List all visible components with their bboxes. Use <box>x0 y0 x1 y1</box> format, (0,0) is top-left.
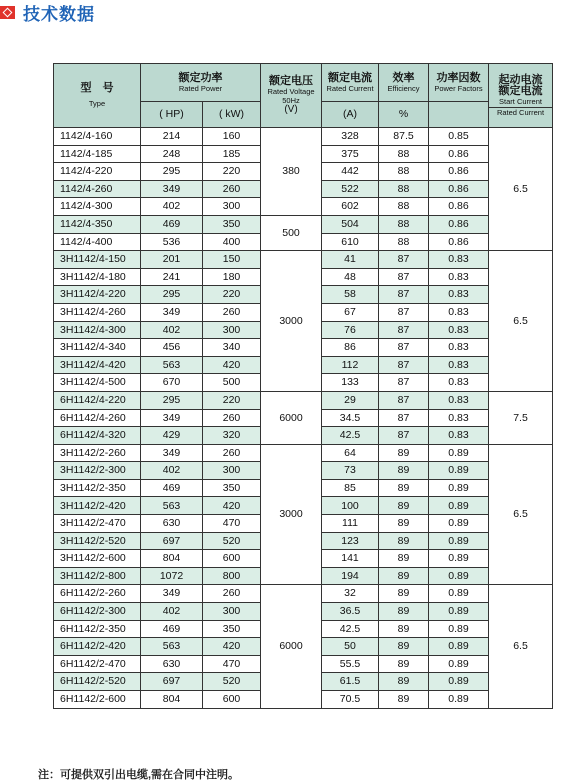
cell-efficiency: 89 <box>379 620 429 638</box>
cell-type: 1142/4-220 <box>54 163 141 181</box>
cell-type: 3H1142/4-220 <box>54 286 141 304</box>
cell-current: 67 <box>322 303 379 321</box>
cell-efficiency: 87.5 <box>379 128 429 146</box>
cell-type: 1142/4-300 <box>54 198 141 216</box>
page-title: 技术数据 <box>23 4 95 24</box>
cell-current: 112 <box>322 356 379 374</box>
cell-current: 442 <box>322 163 379 181</box>
header-start-current-ratio: 起动电流 额定电流 Start Current Rated Current <box>489 64 553 128</box>
cell-efficiency: 88 <box>379 145 429 163</box>
cell-kw: 470 <box>203 655 261 673</box>
cell-current: 73 <box>322 462 379 480</box>
cell-efficiency: 89 <box>379 479 429 497</box>
cell-kw: 300 <box>203 462 261 480</box>
page-header <box>0 0 95 24</box>
cell-type: 3H1142/2-520 <box>54 532 141 550</box>
cell-kw: 260 <box>203 180 261 198</box>
cell-kw: 340 <box>203 339 261 357</box>
cell-efficiency: 89 <box>379 462 429 480</box>
cell-hp: 429 <box>141 427 203 445</box>
table-row <box>54 444 553 462</box>
cell-hp: 630 <box>141 515 203 533</box>
cell-hp: 295 <box>141 286 203 304</box>
cell-power-factor: 0.89 <box>429 567 489 585</box>
cell-power-factor: 0.89 <box>429 515 489 533</box>
cell-hp: 630 <box>141 655 203 673</box>
cell-kw: 220 <box>203 391 261 409</box>
cell-type: 1142/4-185 <box>54 145 141 163</box>
cell-kw: 520 <box>203 532 261 550</box>
cell-type: 6H1142/4-260 <box>54 409 141 427</box>
cell-hp: 456 <box>141 339 203 357</box>
table-row <box>54 215 553 233</box>
cell-hp: 469 <box>141 479 203 497</box>
cell-efficiency: 87 <box>379 251 429 269</box>
cell-efficiency: 89 <box>379 585 429 603</box>
cell-hp: 697 <box>141 673 203 691</box>
cell-type: 3H1142/4-420 <box>54 356 141 374</box>
table-row <box>54 251 553 269</box>
cell-type: 1142/4-260 <box>54 180 141 198</box>
cell-efficiency: 89 <box>379 515 429 533</box>
cell-type: 6H1142/2-420 <box>54 638 141 656</box>
cell-start-ratio: 6.5 <box>489 585 553 708</box>
technical-data-table <box>53 63 553 709</box>
cell-current: 610 <box>322 233 379 251</box>
cell-power-factor: 0.86 <box>429 233 489 251</box>
header-rated-current: 额定电流 Rated Current <box>322 64 379 102</box>
cell-hp: 349 <box>141 444 203 462</box>
cell-efficiency: 87 <box>379 321 429 339</box>
cell-type: 3H1142/4-500 <box>54 374 141 392</box>
cell-current: 41 <box>322 251 379 269</box>
cell-power-factor: 0.89 <box>429 655 489 673</box>
cell-voltage: 6000 <box>261 585 322 708</box>
header-rated-power: 额定功率 Rated Power <box>141 64 261 102</box>
cell-kw: 350 <box>203 215 261 233</box>
cell-current: 76 <box>322 321 379 339</box>
section-marker-icon <box>0 6 15 19</box>
cell-hp: 349 <box>141 303 203 321</box>
cell-power-factor: 0.83 <box>429 321 489 339</box>
cell-kw: 350 <box>203 620 261 638</box>
cell-kw: 260 <box>203 409 261 427</box>
cell-hp: 349 <box>141 180 203 198</box>
cell-voltage: 380 <box>261 128 322 216</box>
cell-type: 3H1142/4-180 <box>54 268 141 286</box>
cell-efficiency: 88 <box>379 163 429 181</box>
cell-hp: 804 <box>141 550 203 568</box>
cell-efficiency: 87 <box>379 339 429 357</box>
cell-power-factor: 0.89 <box>429 620 489 638</box>
cell-kw: 420 <box>203 638 261 656</box>
cell-efficiency: 89 <box>379 603 429 621</box>
cell-hp: 563 <box>141 638 203 656</box>
cell-start-ratio: 6.5 <box>489 444 553 585</box>
cell-current: 375 <box>322 145 379 163</box>
cell-current: 58 <box>322 286 379 304</box>
cell-efficiency: 87 <box>379 374 429 392</box>
header-current-unit: (A) <box>322 102 379 128</box>
cell-hp: 402 <box>141 462 203 480</box>
cell-kw: 260 <box>203 444 261 462</box>
header-type: 型 号 Type <box>54 64 141 128</box>
cell-efficiency: 89 <box>379 691 429 709</box>
cell-current: 32 <box>322 585 379 603</box>
cell-power-factor: 0.86 <box>429 198 489 216</box>
cell-current: 522 <box>322 180 379 198</box>
cell-current: 48 <box>322 268 379 286</box>
cell-type: 3H1142/4-300 <box>54 321 141 339</box>
cell-kw: 800 <box>203 567 261 585</box>
cell-kw: 400 <box>203 233 261 251</box>
cell-current: 194 <box>322 567 379 585</box>
cell-kw: 220 <box>203 286 261 304</box>
cell-kw: 160 <box>203 128 261 146</box>
cell-power-factor: 0.86 <box>429 215 489 233</box>
cell-efficiency: 89 <box>379 550 429 568</box>
cell-hp: 536 <box>141 233 203 251</box>
cell-hp: 201 <box>141 251 203 269</box>
cell-efficiency: 88 <box>379 215 429 233</box>
cell-hp: 469 <box>141 620 203 638</box>
cell-current: 34.5 <box>322 409 379 427</box>
header-rated-voltage: 额定电压 Rated Voltage 50Hz (V) <box>261 64 322 128</box>
cell-kw: 320 <box>203 427 261 445</box>
cell-kw: 600 <box>203 550 261 568</box>
cell-power-factor: 0.83 <box>429 339 489 357</box>
cell-efficiency: 87 <box>379 303 429 321</box>
cell-current: 141 <box>322 550 379 568</box>
cell-type: 3H1142/2-600 <box>54 550 141 568</box>
cell-current: 100 <box>322 497 379 515</box>
cell-efficiency: 87 <box>379 409 429 427</box>
cell-type: 6H1142/2-350 <box>54 620 141 638</box>
cell-efficiency: 89 <box>379 532 429 550</box>
cell-hp: 295 <box>141 163 203 181</box>
cell-kw: 420 <box>203 497 261 515</box>
cell-hp: 349 <box>141 585 203 603</box>
cell-power-factor: 0.83 <box>429 374 489 392</box>
cell-hp: 214 <box>141 128 203 146</box>
cell-efficiency: 88 <box>379 180 429 198</box>
cell-efficiency: 89 <box>379 567 429 585</box>
cell-type: 6H1142/2-470 <box>54 655 141 673</box>
cell-kw: 180 <box>203 268 261 286</box>
cell-power-factor: 0.85 <box>429 128 489 146</box>
cell-kw: 520 <box>203 673 261 691</box>
cell-start-ratio: 6.5 <box>489 251 553 392</box>
cell-type: 1142/4-400 <box>54 233 141 251</box>
header-hp-unit: ( HP) <box>141 102 203 128</box>
header-kw-unit: ( kW) <box>203 102 261 128</box>
table-body <box>54 128 553 709</box>
header-pf-unit <box>429 102 489 128</box>
cell-current: 85 <box>322 479 379 497</box>
cell-kw: 420 <box>203 356 261 374</box>
cell-kw: 300 <box>203 603 261 621</box>
cell-power-factor: 0.89 <box>429 691 489 709</box>
header-power-factor: 功率因数 Power Factors <box>429 64 489 102</box>
cell-hp: 1072 <box>141 567 203 585</box>
cell-voltage: 500 <box>261 215 322 250</box>
cell-type: 6H1142/2-600 <box>54 691 141 709</box>
cell-current: 123 <box>322 532 379 550</box>
cell-kw: 260 <box>203 585 261 603</box>
cell-current: 55.5 <box>322 655 379 673</box>
cell-hp: 670 <box>141 374 203 392</box>
cell-type: 6H1142/2-520 <box>54 673 141 691</box>
cell-hp: 563 <box>141 356 203 374</box>
cell-kw: 500 <box>203 374 261 392</box>
cell-power-factor: 0.89 <box>429 532 489 550</box>
cell-efficiency: 88 <box>379 233 429 251</box>
cell-efficiency: 87 <box>379 268 429 286</box>
cell-type: 3H1142/2-470 <box>54 515 141 533</box>
cell-current: 602 <box>322 198 379 216</box>
cell-kw: 600 <box>203 691 261 709</box>
cell-efficiency: 89 <box>379 497 429 515</box>
cell-type: 3H1142/2-300 <box>54 462 141 480</box>
cell-power-factor: 0.89 <box>429 550 489 568</box>
cell-type: 6H1142/4-320 <box>54 427 141 445</box>
cell-power-factor: 0.83 <box>429 427 489 445</box>
cell-hp: 469 <box>141 215 203 233</box>
cell-hp: 402 <box>141 198 203 216</box>
cell-hp: 402 <box>141 603 203 621</box>
cell-current: 50 <box>322 638 379 656</box>
cell-type: 3H1142/4-260 <box>54 303 141 321</box>
cell-hp: 295 <box>141 391 203 409</box>
cell-type: 3H1142/2-350 <box>54 479 141 497</box>
cell-type: 3H1142/2-260 <box>54 444 141 462</box>
cell-kw: 470 <box>203 515 261 533</box>
cell-power-factor: 0.86 <box>429 163 489 181</box>
table-row <box>54 391 553 409</box>
cell-type: 3H1142/2-420 <box>54 497 141 515</box>
cell-power-factor: 0.83 <box>429 391 489 409</box>
cell-type: 6H1142/2-260 <box>54 585 141 603</box>
cell-power-factor: 0.83 <box>429 268 489 286</box>
cell-voltage: 6000 <box>261 391 322 444</box>
cell-current: 64 <box>322 444 379 462</box>
cell-type: 6H1142/2-300 <box>54 603 141 621</box>
cell-power-factor: 0.89 <box>429 497 489 515</box>
cell-power-factor: 0.83 <box>429 409 489 427</box>
cell-kw: 300 <box>203 321 261 339</box>
cell-type: 3H1142/4-150 <box>54 251 141 269</box>
cell-current: 504 <box>322 215 379 233</box>
cell-current: 42.5 <box>322 620 379 638</box>
cell-kw: 220 <box>203 163 261 181</box>
cell-start-ratio: 7.5 <box>489 391 553 444</box>
cell-type: 1142/4-160 <box>54 128 141 146</box>
cell-type: 6H1142/4-220 <box>54 391 141 409</box>
cell-efficiency: 88 <box>379 198 429 216</box>
cell-power-factor: 0.83 <box>429 286 489 304</box>
cell-power-factor: 0.89 <box>429 585 489 603</box>
cell-efficiency: 89 <box>379 655 429 673</box>
cell-power-factor: 0.89 <box>429 603 489 621</box>
cell-current: 133 <box>322 374 379 392</box>
cell-type: 3H1142/4-340 <box>54 339 141 357</box>
cell-power-factor: 0.83 <box>429 303 489 321</box>
cell-hp: 697 <box>141 532 203 550</box>
cell-current: 29 <box>322 391 379 409</box>
cell-current: 42.5 <box>322 427 379 445</box>
cell-current: 86 <box>322 339 379 357</box>
cell-power-factor: 0.89 <box>429 462 489 480</box>
cell-hp: 241 <box>141 268 203 286</box>
cell-power-factor: 0.83 <box>429 356 489 374</box>
cell-current: 61.5 <box>322 673 379 691</box>
cell-hp: 349 <box>141 409 203 427</box>
cell-power-factor: 0.89 <box>429 638 489 656</box>
cell-power-factor: 0.89 <box>429 444 489 462</box>
cell-type: 1142/4-350 <box>54 215 141 233</box>
cell-hp: 563 <box>141 497 203 515</box>
cell-efficiency: 87 <box>379 286 429 304</box>
cell-power-factor: 0.89 <box>429 673 489 691</box>
cell-voltage: 3000 <box>261 444 322 585</box>
cell-kw: 300 <box>203 198 261 216</box>
cell-current: 111 <box>322 515 379 533</box>
cell-power-factor: 0.86 <box>429 180 489 198</box>
table-row <box>54 128 553 146</box>
cell-power-factor: 0.86 <box>429 145 489 163</box>
cell-hp: 804 <box>141 691 203 709</box>
cell-efficiency: 87 <box>379 356 429 374</box>
cell-voltage: 3000 <box>261 251 322 392</box>
cell-kw: 185 <box>203 145 261 163</box>
cell-kw: 260 <box>203 303 261 321</box>
table-row <box>54 585 553 603</box>
header-efficiency: 效率 Efficiency <box>379 64 429 102</box>
cell-efficiency: 89 <box>379 638 429 656</box>
cell-kw: 150 <box>203 251 261 269</box>
cell-power-factor: 0.83 <box>429 251 489 269</box>
cell-efficiency: 87 <box>379 391 429 409</box>
cell-current: 328 <box>322 128 379 146</box>
cell-hp: 248 <box>141 145 203 163</box>
cell-type: 3H1142/2-800 <box>54 567 141 585</box>
cell-current: 36.5 <box>322 603 379 621</box>
cell-efficiency: 89 <box>379 444 429 462</box>
header-efficiency-unit: % <box>379 102 429 128</box>
cell-start-ratio: 6.5 <box>489 128 553 251</box>
cell-kw: 350 <box>203 479 261 497</box>
cell-hp: 402 <box>141 321 203 339</box>
cell-current: 70.5 <box>322 691 379 709</box>
cell-efficiency: 89 <box>379 673 429 691</box>
cell-efficiency: 87 <box>379 427 429 445</box>
cell-power-factor: 0.89 <box>429 479 489 497</box>
footnote: 注：可提供双引出电缆,需在合同中注明。 <box>38 769 240 781</box>
